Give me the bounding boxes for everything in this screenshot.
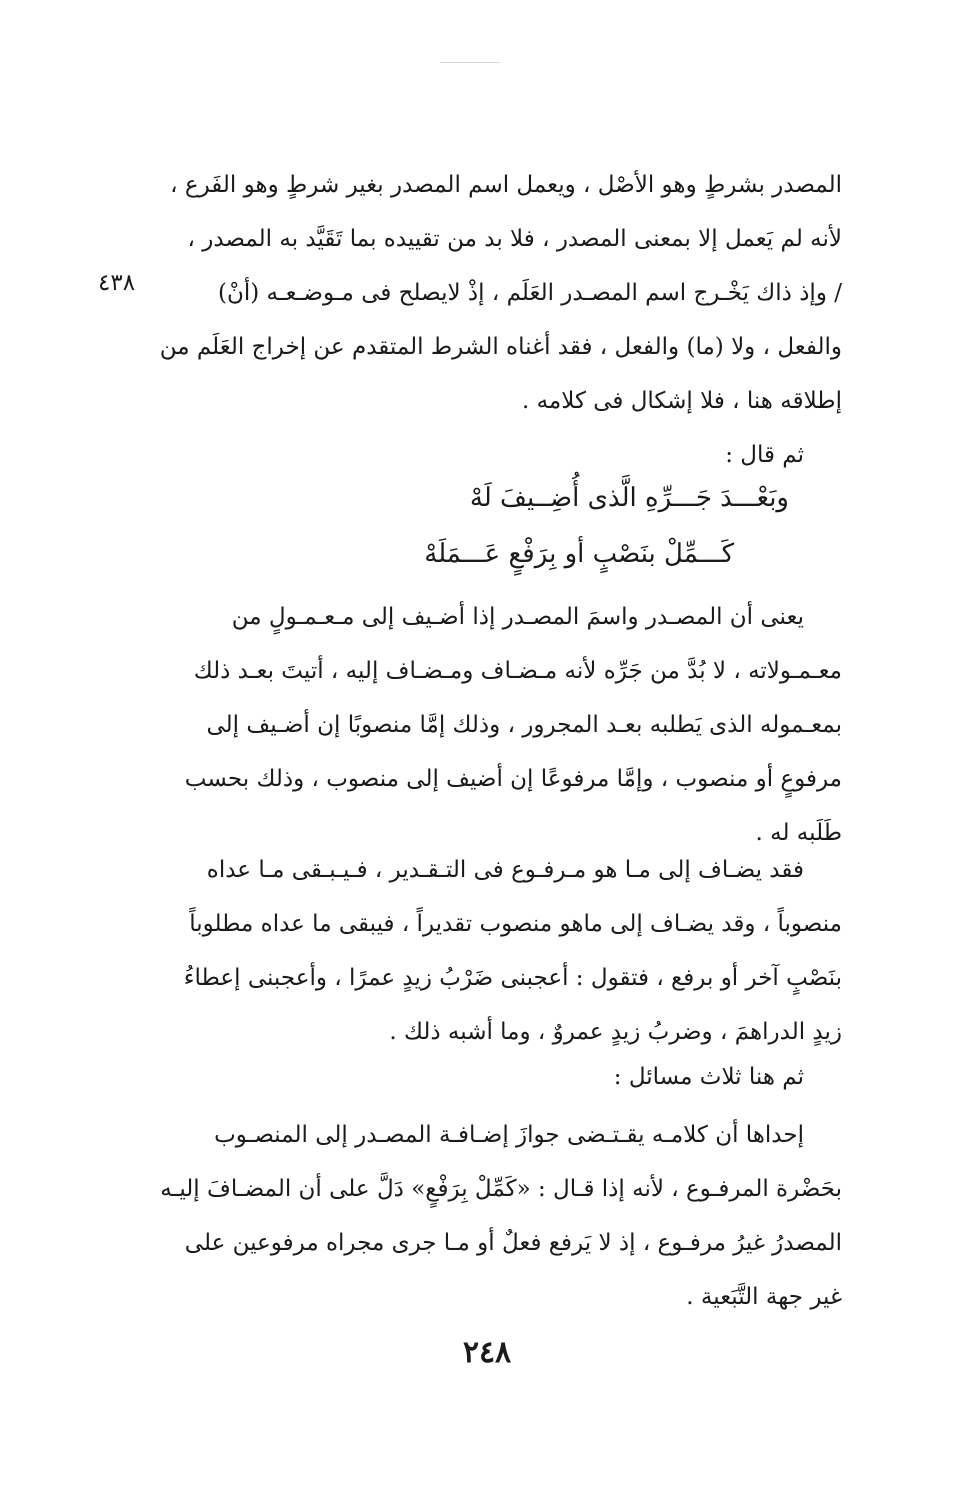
text-line: لأنه لم يَعمل إلا بمعنى المصدر ، فلا بد من تقييده بما تَقَيَّد به المصدر ، [187,226,842,252]
text-line: بحَضْرة المرفـوع ، لأنه إذا قـال : «كَمِّلْ بِرَفْعٍ» دَلَّ على أن المضـافَ إليـه [160,1176,842,1202]
text-line: طَلَبه له . [755,820,842,846]
verse-line-2: كَـــمِّلْ بنَصْبٍ أو بِرَفْعٍ عَـــمَلَهْ [424,539,734,569]
text-line: بنَصْبٍ آخر أو برفع ، فتقول : أعجبنى ضَرْبُ زيدٍ عمرًا ، وأعجبنى إعطاءُ [183,965,842,991]
page-number: ٢٤٨ [462,1335,512,1370]
text-line: / وإذ ذاك يَخْـرج اسم المصـدر العَلَم ، إذْ لايصلح فى مـوضـعـه (أنْ) [217,280,842,306]
text-line: منصوباً ، وقد يضـاف إلى ماهو منصوب تقديراً ، فيبقى ما عداه مطلوباً [189,911,842,937]
text-line: بمعـموله الذى يَطلبه بعـد المجرور ، وذلك إمَّا منصوبًا إن أضـيف إلى [206,712,842,738]
text-line: ثم هنا ثلاث مسائل : [613,1064,804,1090]
paragraph-4 [160,1108,842,1324]
text-line: والفعل ، ولا (ما) والفعل ، فقد أغناه الشرط المتقدم عن إخراج العَلَم من [160,334,842,360]
text-line: المصدر بشرطٍ وهو الأصْل ، ويعمل اسم المصدر بغير شرطٍ وهو الفَرع ، [170,172,842,198]
intro-line-1 [160,428,842,482]
text-line: مرفوعٍ أو منصوب ، وإمَّا مرفوعًا إن أضيف إلى منصوب ، وذلك بحسب [184,766,842,792]
text-line: ثم قال : [725,442,804,468]
text-line: معـمـولاته ، لا بُدَّ من جَرِّه لأنه مـضـاف ومـضـاف إليه ، أتيتَ بعـد ذلك [193,658,842,684]
text-line: يعنى أن المصـدر واسمَ المصـدر إذا أضـيف إلى مـعـمـولٍ من [231,604,804,630]
margin-folio-number: ٤٣٨ [98,270,136,296]
intro-line-2 [160,1050,842,1104]
text-line: فقد يضـاف إلى مـا هو مـرفـوع فى التـقـدير ، فـيـبـقى مـا عداه [206,857,804,883]
verse-line-1: وبَعْـــدَ جَـــرِّهِ الَّذى أُضِــيفَ لَهْ [469,483,789,513]
text-line: إحداها أن كلامـه يقـتـضى جوازَ إضـافـة المصـدر إلى المنصـوب [214,1122,804,1148]
paragraph-2 [160,590,842,860]
top-divider-mark [440,62,500,63]
paragraph-1 [160,158,842,428]
text-line: المصدرُ غيرُ مرفـوع ، إذ لا يَرفع فعلٌ أو مـا جرى مجراه مرفوعين على [184,1230,842,1256]
paragraph-3 [160,843,842,1059]
text-line: غير جهة التَّبَعية . [686,1284,842,1310]
text-line: زيدٍ الدراهمَ ، وضربُ زيدٍ عمروٌ ، وما أشبه ذلك . [389,1019,842,1045]
text-line: إطلاقه هنا ، فلا إشكال فى كلامه . [521,388,842,414]
